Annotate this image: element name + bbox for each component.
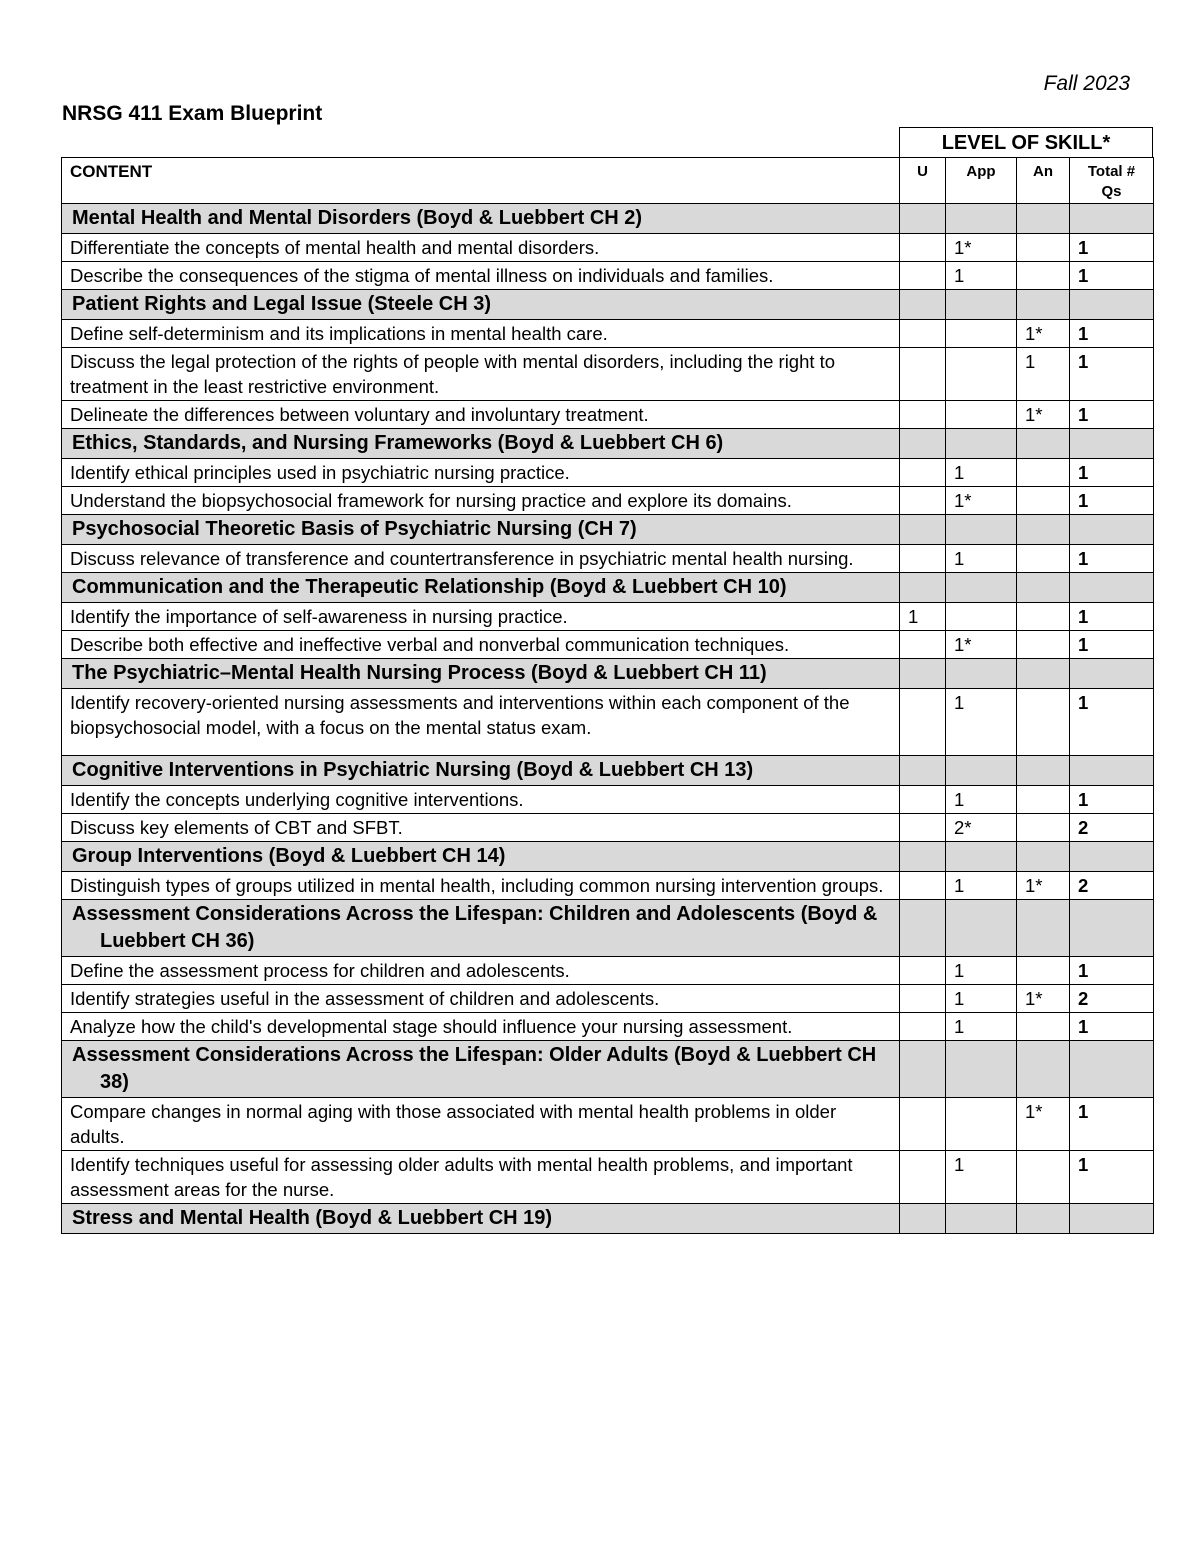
total-count-cell: 1 <box>1070 545 1154 573</box>
an-count-cell: 1* <box>1017 320 1070 348</box>
section-app-cell <box>946 290 1017 320</box>
objective-text: Identify the importance of self-awareness in nursing practice. <box>62 603 900 631</box>
app-count-cell: 1 <box>946 262 1017 290</box>
an-count-cell <box>1017 1151 1070 1204</box>
app-count-cell <box>946 348 1017 401</box>
section-row <box>62 204 1154 234</box>
section-app-cell <box>946 204 1017 234</box>
section-u-cell <box>900 842 946 872</box>
semester-label: Fall 2023 <box>1043 72 1130 95</box>
an-count-cell <box>1017 1013 1070 1041</box>
section-u-cell <box>900 290 946 320</box>
section-title <box>62 204 900 234</box>
section-title-text: The Psychiatric–Mental Health Nursing Process (Boyd & Luebbert CH 11) <box>72 662 767 684</box>
app-count-cell: 1* <box>946 234 1017 262</box>
section-app-cell <box>946 659 1017 689</box>
u-count-cell <box>900 957 946 985</box>
app-count-cell: 1 <box>946 1151 1017 1204</box>
u-count-cell <box>900 234 946 262</box>
document-title: NRSG 411 Exam Blueprint <box>62 102 323 125</box>
objective-text: Describe the consequences of the stigma of mental illness on individuals and families. <box>62 262 900 290</box>
total-count-cell: 2 <box>1070 872 1154 900</box>
objective-row <box>62 814 1154 842</box>
section-title-text: Group Interventions (Boyd & Luebbert CH 14) <box>72 845 506 867</box>
total-count-cell: 1 <box>1070 631 1154 659</box>
an-count-cell <box>1017 603 1070 631</box>
section-u-cell <box>900 1041 946 1098</box>
u-count-cell <box>900 401 946 429</box>
app-column-header: App <box>946 158 1017 204</box>
section-an-cell <box>1017 659 1070 689</box>
section-u-cell <box>900 756 946 786</box>
an-count-cell: 1* <box>1017 401 1070 429</box>
objective-text: Discuss the legal protection of the rights of people with mental disorders, including the right to treatment in the least restrictive environment. <box>62 348 900 401</box>
section-total-cell <box>1070 429 1154 459</box>
exam-blueprint-table <box>61 157 1154 1234</box>
section-app-cell <box>946 429 1017 459</box>
total-count-cell: 1 <box>1070 262 1154 290</box>
app-count-cell <box>946 401 1017 429</box>
u-count-cell <box>900 262 946 290</box>
app-count-cell <box>946 603 1017 631</box>
objective-row <box>62 234 1154 262</box>
total-count-cell: 1 <box>1070 234 1154 262</box>
objective-row <box>62 1151 1154 1204</box>
section-an-cell <box>1017 573 1070 603</box>
section-total-cell <box>1070 573 1154 603</box>
an-count-cell: 1* <box>1017 985 1070 1013</box>
section-title <box>62 842 900 872</box>
objective-row <box>62 631 1154 659</box>
u-count-cell <box>900 1151 946 1204</box>
section-title <box>62 756 900 786</box>
section-row <box>62 515 1154 545</box>
total-count-cell: 1 <box>1070 348 1154 401</box>
total-count-cell: 1 <box>1070 459 1154 487</box>
total-count-cell: 1 <box>1070 1151 1154 1204</box>
total-count-cell: 1 <box>1070 689 1154 756</box>
u-column-header: U <box>900 158 946 204</box>
section-u-cell <box>900 1204 946 1234</box>
total-count-cell: 1 <box>1070 401 1154 429</box>
section-u-cell <box>900 573 946 603</box>
total-count-cell: 2 <box>1070 814 1154 842</box>
an-count-cell: 1* <box>1017 1098 1070 1151</box>
section-an-cell <box>1017 842 1070 872</box>
objective-text: Delineate the differences between voluntary and involuntary treatment. <box>62 401 900 429</box>
section-an-cell <box>1017 204 1070 234</box>
objective-row <box>62 459 1154 487</box>
section-app-cell <box>946 1041 1017 1098</box>
u-count-cell <box>900 459 946 487</box>
objective-row <box>62 603 1154 631</box>
section-title <box>62 573 900 603</box>
u-count-cell <box>900 872 946 900</box>
section-an-cell <box>1017 290 1070 320</box>
objective-row <box>62 262 1154 290</box>
app-count-cell: 1 <box>946 985 1017 1013</box>
total-count-cell: 1 <box>1070 1013 1154 1041</box>
an-count-cell <box>1017 689 1070 756</box>
u-count-cell: 1 <box>900 603 946 631</box>
section-row <box>62 900 1154 957</box>
an-count-cell <box>1017 545 1070 573</box>
objective-text: Discuss key elements of CBT and SFBT. <box>62 814 900 842</box>
section-an-cell <box>1017 1204 1070 1234</box>
app-count-cell <box>946 320 1017 348</box>
section-row <box>62 1041 1154 1098</box>
total-count-cell: 1 <box>1070 1098 1154 1151</box>
objective-row <box>62 401 1154 429</box>
section-u-cell <box>900 900 946 957</box>
objective-text: Differentiate the concepts of mental health and mental disorders. <box>62 234 900 262</box>
app-count-cell: 1 <box>946 545 1017 573</box>
objective-text: Describe both effective and ineffective verbal and nonverbal communication techniques. <box>62 631 900 659</box>
total-count-cell: 1 <box>1070 786 1154 814</box>
section-total-cell <box>1070 515 1154 545</box>
section-title-text: Mental Health and Mental Disorders (Boyd & Luebbert CH 2) <box>72 207 643 229</box>
u-count-cell <box>900 985 946 1013</box>
section-row <box>62 290 1154 320</box>
section-total-cell <box>1070 842 1154 872</box>
content-column-header: CONTENT <box>62 158 900 204</box>
objective-text: Discuss relevance of transference and countertransference in psychiatric mental health nursing. <box>62 545 900 573</box>
section-app-cell <box>946 900 1017 957</box>
total-count-cell: 1 <box>1070 487 1154 515</box>
section-u-cell <box>900 429 946 459</box>
u-count-cell <box>900 320 946 348</box>
u-count-cell <box>900 786 946 814</box>
section-title-text: Psychosocial Theoretic Basis of Psychiatric Nursing (CH 7) <box>72 518 637 540</box>
u-count-cell <box>900 814 946 842</box>
section-title <box>62 429 900 459</box>
objective-text: Identify techniques useful for assessing older adults with mental health problems, and important assessment areas for the nurse. <box>62 1151 900 1204</box>
section-row <box>62 659 1154 689</box>
objective-row <box>62 957 1154 985</box>
table-header-row <box>62 158 1154 204</box>
section-an-cell <box>1017 1041 1070 1098</box>
section-total-cell <box>1070 659 1154 689</box>
objective-text: Analyze how the child's developmental stage should influence your nursing assessment. <box>62 1013 900 1041</box>
app-count-cell <box>946 1098 1017 1151</box>
an-count-cell <box>1017 487 1070 515</box>
total-count-cell: 1 <box>1070 603 1154 631</box>
objective-row <box>62 320 1154 348</box>
u-count-cell <box>900 1013 946 1041</box>
u-count-cell <box>900 545 946 573</box>
section-an-cell <box>1017 756 1070 786</box>
section-row <box>62 1204 1154 1234</box>
section-title-text: Ethics, Standards, and Nursing Frameworks (Boyd & Luebbert CH 6) <box>72 432 724 454</box>
an-count-cell <box>1017 814 1070 842</box>
section-title-text: Assessment Considerations Across the Lifespan: Older Adults (Boyd & Luebbert CH 38) <box>72 1044 877 1093</box>
app-count-cell: 1 <box>946 689 1017 756</box>
section-app-cell <box>946 573 1017 603</box>
objective-text: Identify ethical principles used in psychiatric nursing practice. <box>62 459 900 487</box>
an-count-cell <box>1017 631 1070 659</box>
objective-text: Identify strategies useful in the assessment of children and adolescents. <box>62 985 900 1013</box>
objective-text: Define self-determinism and its implications in mental health care. <box>62 320 900 348</box>
section-app-cell <box>946 515 1017 545</box>
u-count-cell <box>900 487 946 515</box>
section-title <box>62 290 900 320</box>
total-count-cell: 1 <box>1070 320 1154 348</box>
section-app-cell <box>946 1204 1017 1234</box>
level-of-skill-header: LEVEL OF SKILL* <box>899 127 1153 157</box>
app-count-cell: 1 <box>946 786 1017 814</box>
section-title <box>62 1041 900 1098</box>
section-u-cell <box>900 204 946 234</box>
objective-row <box>62 1013 1154 1041</box>
total-count-cell: 1 <box>1070 957 1154 985</box>
an-count-cell <box>1017 262 1070 290</box>
section-title <box>62 515 900 545</box>
section-title <box>62 900 900 957</box>
section-title <box>62 659 900 689</box>
objective-text: Understand the biopsychosocial framework for nursing practice and explore its domains. <box>62 487 900 515</box>
an-count-cell: 1 <box>1017 348 1070 401</box>
section-title <box>62 1204 900 1234</box>
objective-text: Compare changes in normal aging with those associated with mental health problems in older adults. <box>62 1098 900 1151</box>
objective-text: Distinguish types of groups utilized in mental health, including common nursing intervention groups. <box>62 872 900 900</box>
section-total-cell <box>1070 290 1154 320</box>
app-count-cell: 2* <box>946 814 1017 842</box>
objective-text: Identify recovery-oriented nursing assessments and interventions within each component of the biopsychosocial model, with a focus on the mental status exam. <box>62 689 900 756</box>
an-column-header: An <box>1017 158 1070 204</box>
an-count-cell <box>1017 957 1070 985</box>
section-title-text: Stress and Mental Health (Boyd & Luebbert CH 19) <box>72 1207 553 1229</box>
section-row <box>62 842 1154 872</box>
an-count-cell <box>1017 234 1070 262</box>
objective-row <box>62 487 1154 515</box>
objective-row <box>62 1098 1154 1151</box>
an-count-cell <box>1017 459 1070 487</box>
objective-row <box>62 545 1154 573</box>
section-app-cell <box>946 756 1017 786</box>
u-count-cell <box>900 348 946 401</box>
section-total-cell <box>1070 1204 1154 1234</box>
app-count-cell: 1* <box>946 487 1017 515</box>
u-count-cell <box>900 631 946 659</box>
app-count-cell: 1* <box>946 631 1017 659</box>
an-count-cell <box>1017 786 1070 814</box>
section-row <box>62 429 1154 459</box>
an-count-cell: 1* <box>1017 872 1070 900</box>
section-u-cell <box>900 515 946 545</box>
section-app-cell <box>946 842 1017 872</box>
total-column-header: Total # Qs <box>1070 158 1154 204</box>
objective-row <box>62 348 1154 401</box>
app-count-cell: 1 <box>946 1013 1017 1041</box>
u-count-cell <box>900 1098 946 1151</box>
objective-row <box>62 689 1154 756</box>
objective-row <box>62 985 1154 1013</box>
section-row <box>62 573 1154 603</box>
section-title-text: Patient Rights and Legal Issue (Steele CH 3) <box>72 293 491 315</box>
section-an-cell <box>1017 900 1070 957</box>
section-u-cell <box>900 659 946 689</box>
total-count-cell: 2 <box>1070 985 1154 1013</box>
section-title-text: Cognitive Interventions in Psychiatric Nursing (Boyd & Luebbert CH 13) <box>72 759 754 781</box>
objective-text: Define the assessment process for children and adolescents. <box>62 957 900 985</box>
objective-row <box>62 786 1154 814</box>
section-an-cell <box>1017 515 1070 545</box>
section-total-cell <box>1070 1041 1154 1098</box>
section-total-cell <box>1070 756 1154 786</box>
section-row <box>62 756 1154 786</box>
objective-text: Identify the concepts underlying cognitive interventions. <box>62 786 900 814</box>
section-title-text: Assessment Considerations Across the Lifespan: Children and Adolescents (Boyd & Luebbert CH 36) <box>72 903 878 952</box>
app-count-cell: 1 <box>946 957 1017 985</box>
section-total-cell <box>1070 204 1154 234</box>
app-count-cell: 1 <box>946 872 1017 900</box>
app-count-cell: 1 <box>946 459 1017 487</box>
u-count-cell <box>900 689 946 756</box>
section-title-text: Communication and the Therapeutic Relationship (Boyd & Luebbert CH 10) <box>72 576 787 598</box>
section-an-cell <box>1017 429 1070 459</box>
objective-row <box>62 872 1154 900</box>
section-total-cell <box>1070 900 1154 957</box>
